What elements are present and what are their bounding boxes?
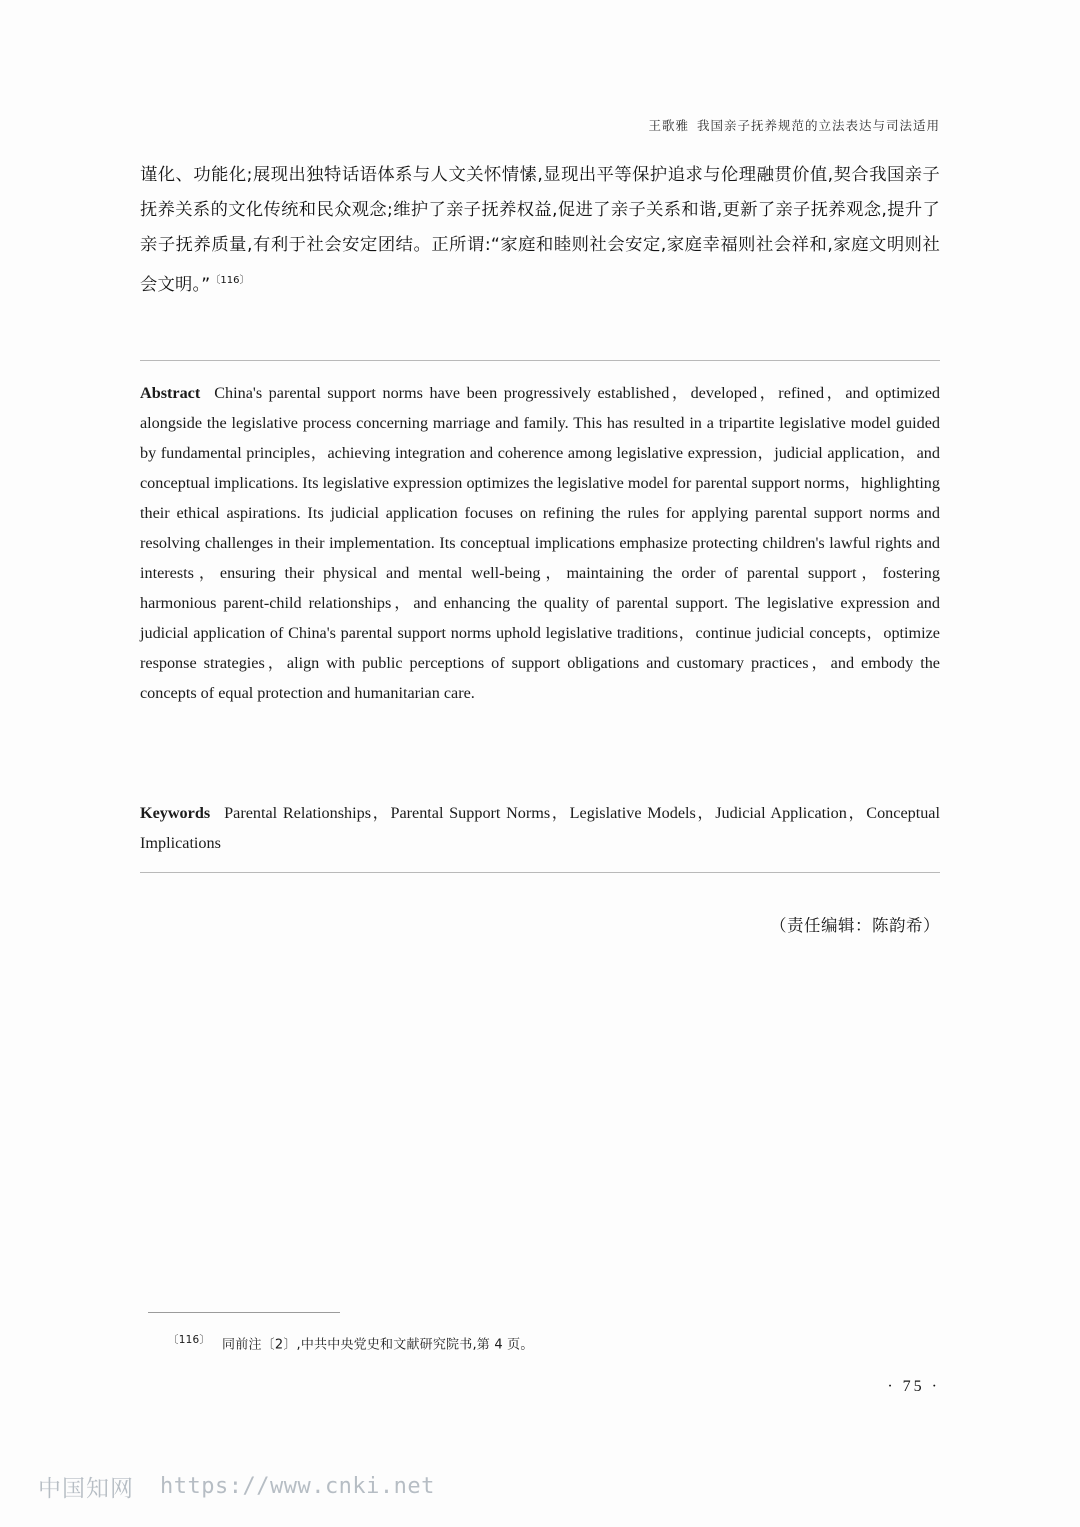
abstract-text: China's parental support norms have been progressively established，developed，refined，and optimized alongside the legislative process concerning marriage and family. This has resulted in a tripartite legislative model guided by fundamental principles，achieving integration and coherence among legislative expression，judicial application，and conceptual implications. Its legislative expression optimizes the legislative model for parental support norms，highlighting their ethical aspirations. Its judicial application focuses on refining the rules for applying parental support norms and resolving challenges in their implementation. Its conceptual implications emphasize protecting children's lawful rights and interests，ensuring their physical and mental well-being，maintaining the order of parental support，fostering harmonious parent-child relationships，and enhancing the quality of parental support. The legislative expression and judicial application of China's parental support norms uphold legislative traditions，continue judicial concepts，optimize response strategies，align with public perceptions of support obligations and customary practices，and embody the concepts of equal protection and humanitarian care. (140, 384, 940, 702)
page-number: · 75 · (887, 1378, 940, 1395)
watermark-cnki-label: 中国知网 (38, 1476, 134, 1502)
footnote-separator-rule (148, 1312, 340, 1313)
keywords-label: Keywords (140, 804, 211, 822)
chinese-body-paragraph (140, 158, 940, 303)
divider-above-abstract (140, 360, 940, 361)
running-head (648, 116, 940, 134)
chinese-body-text: 谨化、功能化;展现出独特话语体系与人文关怀情愫,显现出平等保护追求与伦理融贯价值,契合我国亲子抚养关系的文化传统和民众观念;维护了亲子抚养权益,促进了亲子关系和谐,更新了亲子抚养观念,提升了亲子抚养质量,有利于社会安定团结。正所谓:“家庭和睦则社会安定,家庭幸福则社会祥和,家庭文明则社会文明。” (140, 165, 940, 295)
footnote-entry (168, 1328, 948, 1357)
keywords-text: Parental Relationships，Parental Support Norms，Legislative Models，Judicial Application，Conceptual Implications (140, 804, 940, 852)
watermark (38, 1470, 435, 1503)
keywords-block (140, 798, 940, 858)
footnote-reference-116: 〔116〕 (210, 275, 250, 286)
divider-below-keywords (140, 872, 940, 873)
abstract-label: Abstract (140, 384, 201, 402)
footnote-mark: 〔116〕 (168, 1334, 211, 1346)
footnote-text: 同前注〔2〕,中共中央党史和文献研究院书,第 4 页。 (222, 1337, 534, 1353)
responsible-editor-note: （责任编辑：陈韵希） (770, 916, 940, 935)
running-head-title: 我国亲子抚养规范的立法表达与司法适用 (696, 119, 940, 133)
watermark-url: https://www.cnki.net (160, 1474, 435, 1499)
abstract-block (140, 378, 940, 708)
running-head-author: 王歌雅 (648, 119, 689, 133)
